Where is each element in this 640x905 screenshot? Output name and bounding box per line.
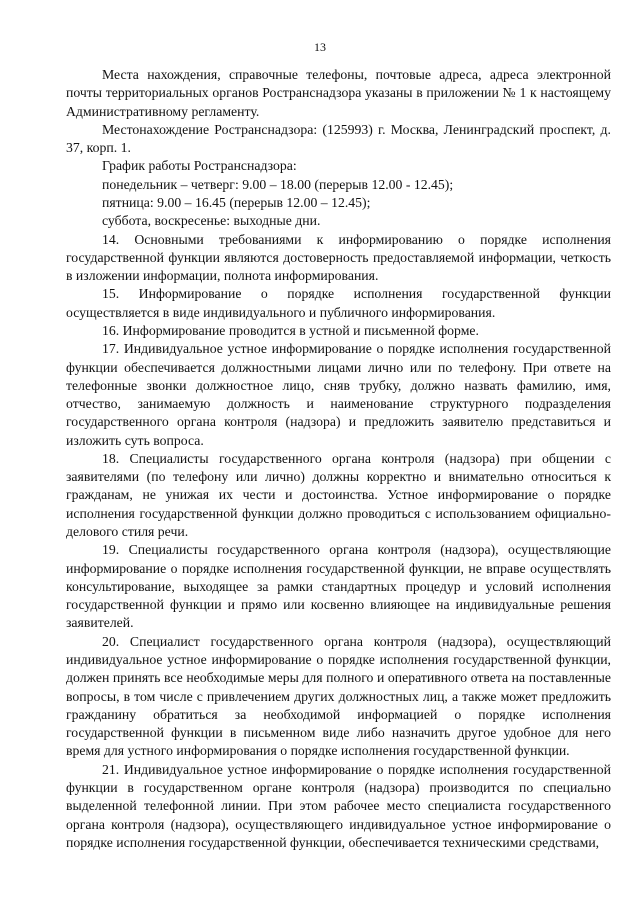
paragraph-19: 19. Специалисты государственного органа контроля (надзора), осуществляющие информирование о порядке исполнения государственной функции, не вправе осуществлять консультирование, выходящее за рамки стандартных процедур и условий исполнения государственной функции и прямо или косвенно влияющее на индивидуальные решения заявителей. [66,542,611,631]
page-number: 13 [314,40,326,54]
schedule-mon-thu: понедельник – четверг: 9.00 – 18.00 (перерыв 12.00 - 12.45); [102,176,454,192]
paragraph-21: 21. Индивидуальное устное информирование о порядке исполнения государственной функции в государственном органе контроля (надзора) производится по специально выделенной телефонной линии. При этом рабочее место специалиста государственного органа контроля (надзора), осуществляющего индивидуальное устное информирование о порядке исполнения государственной функции, обеспечивается техническими средствами, [66,761,611,850]
schedule-friday: пятница: 9.00 – 16.45 (перерыв 12.00 – 12.45); [102,194,371,210]
paragraph-18: 18. Специалисты государственного органа контроля (надзора) при общении с заявителями (по телефону или лично) должны корректно и внимательно относиться к гражданам, не унижая их чести и достоинства. Устное информирование о порядке исполнения государственной функции должно проводиться с использованием официально-делового стиля речи. [66,450,611,540]
schedule-title: График работы Ространснадзора: [102,158,297,174]
paragraph-15: 15. Информирование о порядке исполнения государственной функции осуществляется в виде индивидуального и публичного информирования. [66,286,611,320]
paragraph-17: 17. Индивидуальное устное информирование о порядке исполнения государственной функции обеспечивается должностными лицами лично или по телефону. При ответе на телефонные звонки должностное лицо, сняв трубку, должно назвать фамилию, имя, отчество, занимаемую должность и наименование структурного подразделения государственного органа контроля (надзора) и предложить заявителю представиться и изложить суть вопроса. [66,341,611,448]
paragraph-14: 14. Основными требованиями к информированию о порядке исполнения государственной функции являются достоверность предоставляемой информации, четкость в изложении информации, полнота информирования. [66,231,611,284]
paragraph-16: 16. Информирование проводится в устной и письменной форме. [102,322,479,338]
paragraph-20: 20. Специалист государственного органа контроля (надзора), осуществляющий индивидуальное устное информирование о порядке исполнения государственной функции, должен принять все необходимые меры для полного и оперативного ответа на поставленные вопросы, в том числе с привлечением других должностных лиц, а также может предложить гражданину обратиться за необходимой информацией о порядке исполнения государственной функции в письменном виде либо назначить другое удобное для него время для устного информирования о порядке исполнения государственной функции. [66,633,611,759]
schedule-weekend: суббота, воскресенье: выходные дни. [102,213,321,229]
document-body [66,66,611,852]
paragraph-headquarters-address: Местонахождение Ространснадзора: (125993) г. Москва, Ленинградский проспект, д. 37, корп. 1. [66,121,611,156]
paragraph-locations: Места нахождения, справочные телефоны, почтовые адреса, адреса электронной почты территориальных органов Ространснадзора указаны в приложении № 1 к настоящему Административному регламенту. [66,67,611,119]
